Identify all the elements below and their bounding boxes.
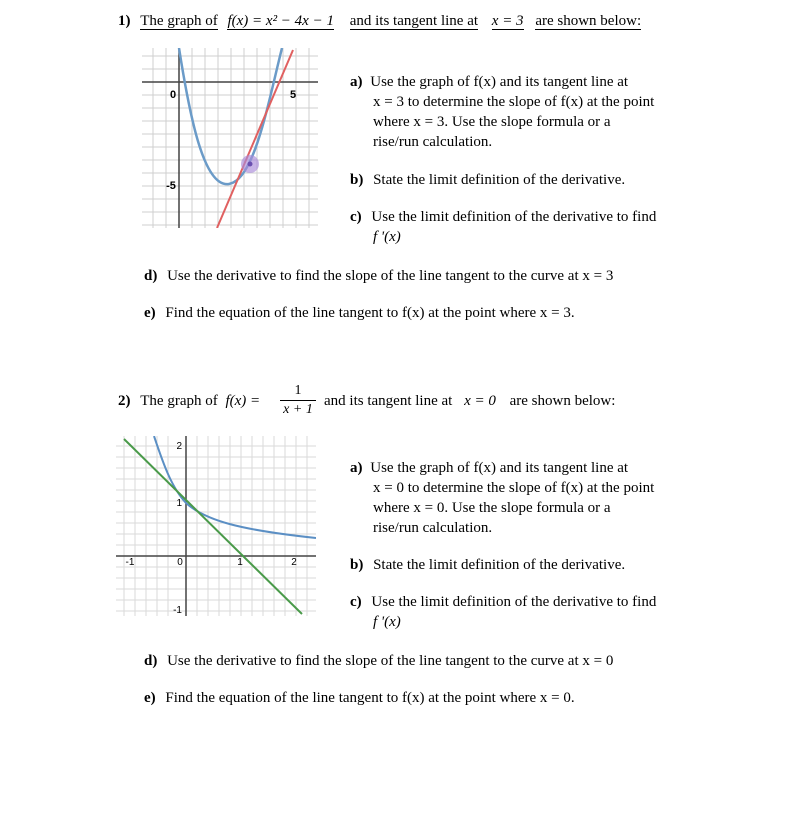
problem2-a-line3: where x = 0. Use the slope formula or a (373, 500, 611, 516)
problem1-c-label: c) (350, 209, 362, 225)
problem1-graph-label-origin: 0 (169, 89, 177, 101)
problem2-a-label: a) (350, 460, 363, 476)
problem2-end: are shown below: (509, 393, 616, 409)
problem1-part-b (350, 170, 625, 190)
problem2-part-d (144, 651, 613, 671)
problem1-header (118, 13, 641, 30)
problem2-intro: The graph of (140, 393, 218, 409)
problem2-graph-label-xneg1: -1 (125, 557, 135, 568)
problem2-grid (116, 436, 316, 616)
problem2-denominator: x + 1 (283, 402, 313, 417)
problem2-part-a (350, 458, 654, 538)
problem2-a-line1: Use the graph of f(x) and its tangent line at (370, 460, 629, 476)
problem2-part-b (350, 555, 625, 575)
problem1-d-text: Use the derivative to find the slope of the line tangent to the curve at x = 3 (167, 268, 614, 284)
problem1-c-line1: Use the limit definition of the derivative to find (371, 209, 657, 225)
problem2-number: 2) (118, 393, 131, 409)
problem1-part-c (350, 207, 656, 247)
problem1-middle: and its tangent line at (349, 13, 479, 29)
problem1-part-a (350, 72, 654, 152)
problem1-a-label: a) (350, 74, 363, 90)
problem2-middle: and its tangent line at (324, 393, 453, 409)
problem2-part-c (350, 592, 656, 632)
problem2-function-lhs: f(x) = (225, 393, 261, 409)
problem2-e-label: e) (144, 690, 156, 706)
problem2-e-text: Find the equation of the line tangent to f(x) at the point where x = 0. (165, 690, 575, 706)
problem2-c-label: c) (350, 594, 362, 610)
problem1-tangent-point-center (248, 162, 253, 167)
problem1-graph (142, 48, 318, 228)
problem2-a-line4: rise/run calculation. (373, 520, 493, 536)
problem2-d-text: Use the derivative to find the slope of the line tangent to the curve at x = 0 (167, 653, 614, 669)
problem1-number: 1) (118, 13, 131, 29)
problem1-intro: The graph of (140, 13, 218, 29)
problem2-c-line2: f '(x) (373, 614, 401, 630)
problem2-b-label: b) (350, 557, 364, 573)
problem1-part-d (144, 266, 613, 286)
problem2-numerator: 1 (294, 383, 302, 398)
problem1-b-label: b) (350, 172, 364, 188)
problem2-a-line2: x = 0 to determine the slope of f(x) at the point (373, 480, 655, 496)
problem1-end: are shown below: (535, 13, 642, 29)
problem2-graph (116, 436, 316, 616)
problem2-graph-label-x1: 1 (237, 557, 243, 568)
problem2-graph-label-yneg1: -1 (173, 605, 182, 616)
problem2-point: x = 0 (464, 393, 496, 409)
problem2-tangent-line (124, 439, 302, 614)
problem2-d-label: d) (144, 653, 158, 669)
problem2-c-line1: Use the limit definition of the derivative to find (371, 594, 657, 610)
problem1-e-label: e) (144, 305, 156, 321)
problem1-d-label: d) (144, 268, 158, 284)
problem1-tangent-line (217, 50, 293, 228)
problem1-part-e (144, 303, 575, 323)
problem1-function: f(x) = x² − 4x − 1 (227, 13, 334, 29)
problem1-a-line4: rise/run calculation. (373, 134, 493, 150)
problem1-a-line3: where x = 3. Use the slope formula or a (373, 114, 611, 130)
problem1-point: x = 3 (491, 13, 524, 29)
problem2-fraction-bar (280, 400, 316, 401)
problem2-graph-label-origin: 0 (177, 557, 183, 568)
problem2-graph-label-x2: 2 (291, 557, 297, 568)
problem2-graph-label-y1: 1 (176, 498, 182, 509)
problem1-graph-label-x: 5 (289, 89, 297, 101)
problem1-a-line1: Use the graph of f(x) and its tangent line at (370, 74, 629, 90)
problem2-fraction (280, 383, 316, 418)
problem1-b-text: State the limit definition of the derivative. (373, 172, 626, 188)
problem1-graph-label-y: -5 (166, 180, 176, 192)
problem2-header-right (324, 393, 615, 410)
problem2-part-e (144, 688, 575, 708)
problem1-grid (142, 48, 318, 228)
problem2-header-left (118, 393, 260, 410)
problem2-graph-label-y2: 2 (176, 441, 182, 452)
problem1-a-line2: x = 3 to determine the slope of f(x) at the point (373, 94, 655, 110)
problem1-c-line2: f '(x) (373, 229, 401, 245)
problem1-e-text: Find the equation of the line tangent to f(x) at the point where x = 3. (165, 305, 575, 321)
problem2-b-text: State the limit definition of the derivative. (373, 557, 626, 573)
